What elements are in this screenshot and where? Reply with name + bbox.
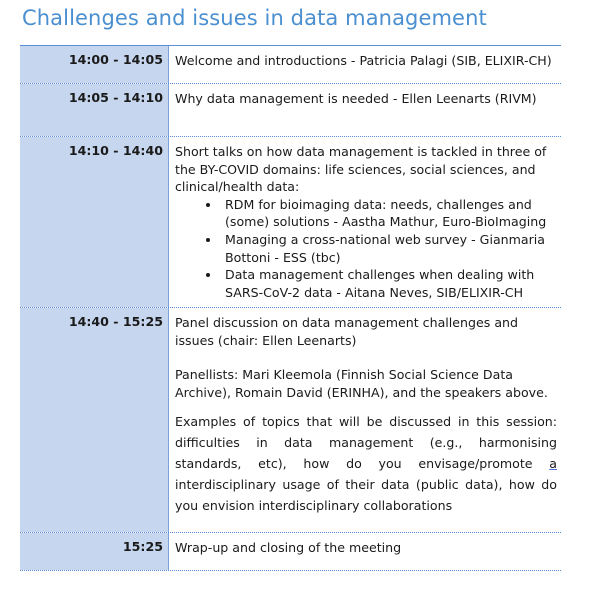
time-cell: 14:05 - 14:10	[20, 84, 169, 136]
table-row	[20, 308, 561, 533]
session-text: Why data management is needed - Ellen Leenarts (RIVM)	[175, 91, 537, 106]
page-title: Challenges and issues in data management	[22, 6, 487, 30]
list-item: • Data management challenges when dealing with SARS-CoV-2 data - Aitana Neves, SIB/ELIXIR-CH	[221, 266, 557, 301]
session-cell	[169, 308, 561, 532]
session-cell	[169, 137, 561, 307]
session-cell	[169, 46, 561, 83]
table-row	[20, 137, 561, 308]
session-intro: Short talks on how data management is tackled in three of the BY-COVID domains: life sciences, social sciences, and clinical/health data:	[175, 144, 547, 195]
panel-title: Panel discussion on data management challenges and issues (chair: Ellen Leenarts)	[175, 315, 519, 348]
time-cell: 14:10 - 14:40	[20, 137, 169, 307]
session-cell	[169, 533, 561, 570]
session-text: Welcome and introductions - Patricia Palagi (SIB, ELIXIR-CH)	[175, 53, 552, 68]
table-row	[20, 533, 561, 570]
list-item: • Managing a cross-national web survey - Gianmaria Bottoni - ESS (tbc)	[221, 231, 557, 266]
time-cell: 14:40 - 15:25	[20, 308, 169, 532]
time-cell: 15:25	[20, 533, 169, 570]
session-cell	[169, 84, 561, 136]
time-cell: 14:00 - 14:05	[20, 46, 169, 83]
agenda-table	[20, 45, 561, 571]
panellists: Panellists: Mari Kleemola (Finnish Social Science Data Archive), Romain David (ERINHA), and the speakers above.	[175, 367, 548, 400]
topics-text-start: Examples of topics that will be discussed in this session: difficulties in data management (e.g., harmonising standards, etc), how do you envisage/promote	[175, 414, 557, 472]
session-text: Wrap-up and closing of the meeting	[175, 540, 402, 555]
talk-list	[175, 196, 557, 302]
topics-text-end: interdisciplinary usage of their data (public data), how do you envision interdisciplinary collaborations	[175, 477, 557, 514]
table-row	[20, 84, 561, 137]
underlined-word: a	[549, 456, 557, 472]
table-row	[20, 46, 561, 84]
topics-paragraph	[175, 411, 557, 516]
list-item: • RDM for bioimaging data: needs, challenges and (some) solutions - Aastha Mathur, Euro-BioImaging	[221, 196, 557, 231]
